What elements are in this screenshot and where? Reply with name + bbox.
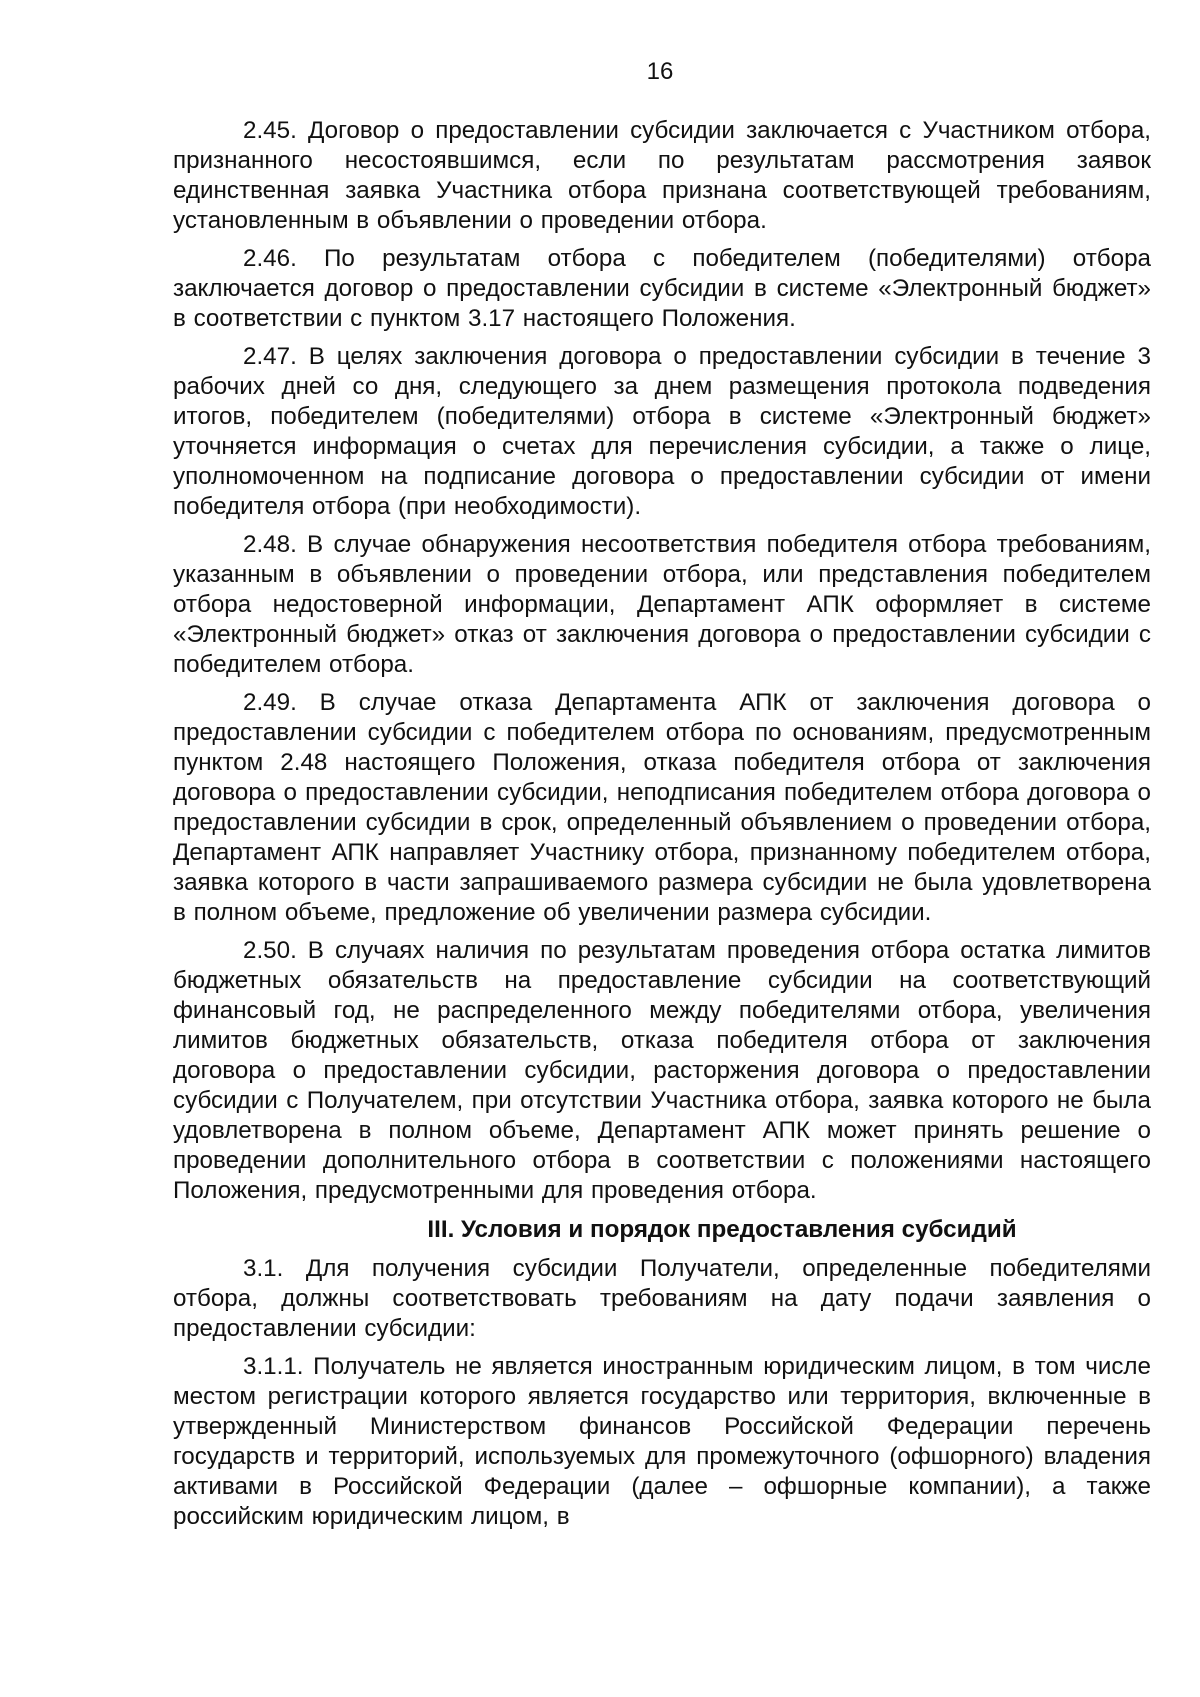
paragraph-2-47: 2.47. В целях заключения договора о предоставлении субсидии в течение 3 рабочих дней со дня, следующего за днем размещения протокола подведения итогов, победителем (победителями) отбора в системе «Электронный бюджет» уточняется информация о счетах для перечисления субсидии, а также о лице, уполномоченном на подписание договора о предоставлении субсидии от имени победителя отбора (при необходимости). xyxy=(173,343,1151,520)
paragraph-3-1-1: 3.1.1. Получатель не является иностранным юридическим лицом, в том числе местом регистрации которого является государство или территория, включенные в утвержденный Министерством финансов Российской Федерации перечень государств и территорий, используемых для промежуточного (офшорного) владения активами в Российской Федерации (далее – офшорные компании), а также российским юридическим лицом, в xyxy=(173,1353,1151,1530)
paragraph-2-45: 2.45. Договор о предоставлении субсидии заключается с Участником отбора, признанного несостоявшимся, если по результатам рассмотрения заявок единственная заявка Участника отбора признана соответствующей требованиям, установленным в объявлении о проведении отбора. xyxy=(173,117,1151,234)
section-heading: III. Условия и порядок предоставления субсидий xyxy=(427,1216,1017,1243)
paragraph-2-46: 2.46. По результатам отбора с победителем (победителями) отбора заключается договор о предоставлении субсидии в системе «Электронный бюджет» в соответствии с пунктом 3.17 настоящего Положения. xyxy=(173,245,1151,332)
paragraph-2-50: 2.50. В случаях наличия по результатам проведения отбора остатка лимитов бюджетных обязательств на предоставление субсидии на соответствующий финансовый год, не распределенного между победителями отбора, увеличения лимитов бюджетных обязательств, отказа победителя отбора от заключения договора о предоставлении субсидии, расторжения договора о предоставлении субсидии с Получателем, при отсутствии Участника отбора, заявка которого не была удовлетворена в полном объеме, Департамент АПК может принять решение о проведении дополнительного отбора в соответствии с положениями настоящего Положения, предусмотренными для проведения отбора. xyxy=(173,937,1151,1204)
paragraph-2-49: 2.49. В случае отказа Департамента АПК от заключения договора о предоставлении субсидии с победителем отбора по основаниям, предусмотренным пунктом 2.48 настоящего Положения, отказа победителя отбора от заключения договора о предоставлении субсидии, неподписания победителем отбора договора о предоставлении субсидии в срок, определенный объявлением о проведении отбора, Департамент АПК направляет Участнику отбора, признанному победителем отбора, заявка которого в части запрашиваемого размера субсидии не была удовлетворена в полном объеме, предложение об увеличении размера субсидии. xyxy=(173,689,1151,926)
paragraph-2-48: 2.48. В случае обнаружения несоответствия победителя отбора требованиям, указанным в объявлении о проведении отбора, или представления победителем отбора недостоверной информации, Департамент АПК оформляет в системе «Электронный бюджет» отказ от заключения договора о предоставлении субсидии с победителем отбора. xyxy=(173,531,1151,678)
page-number: 16 xyxy=(646,58,674,85)
document-body xyxy=(173,116,1151,1532)
paragraph-3-1: 3.1. Для получения субсидии Получатели, определенные победителями отбора, должны соответствовать требованиям на дату подачи заявления о предоставлении субсидии: xyxy=(173,1255,1151,1342)
